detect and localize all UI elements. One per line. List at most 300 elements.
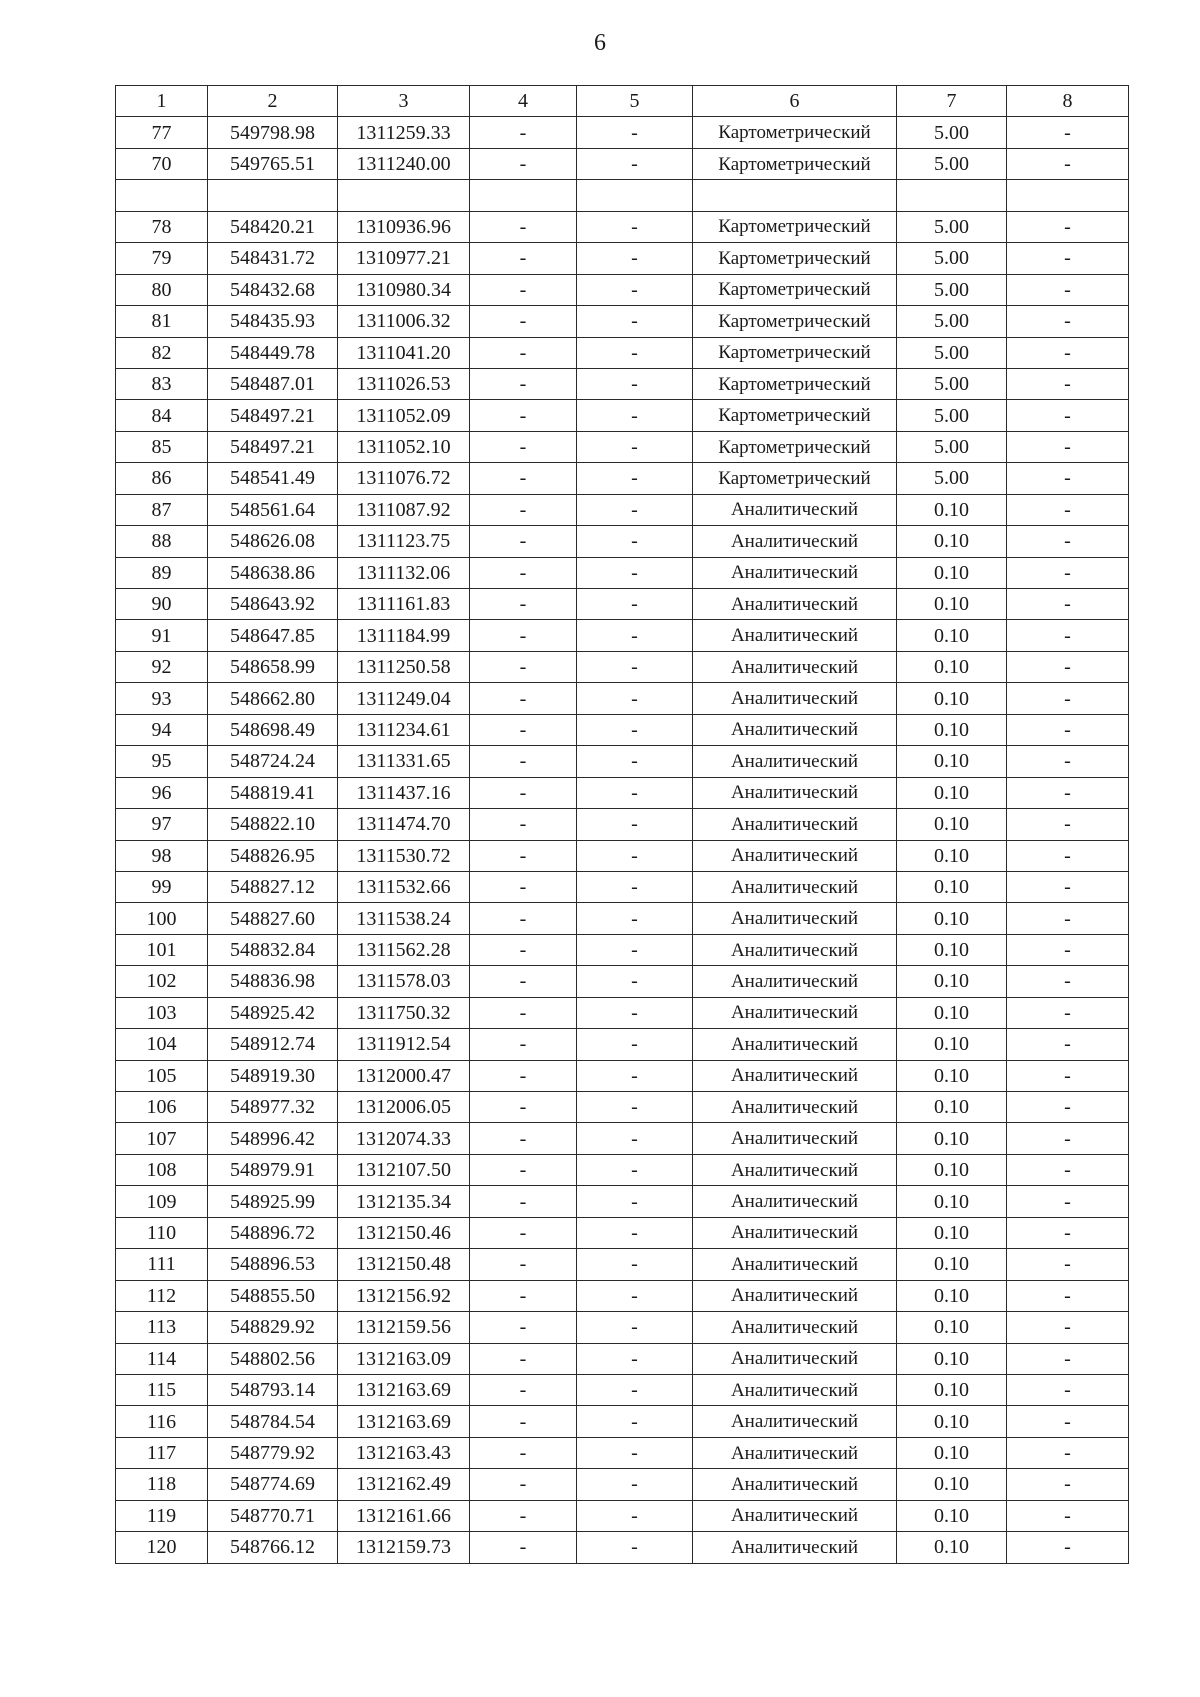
y-coordinate-cell: 1311578.03 [338,966,470,997]
col5-cell: - [577,400,693,431]
col4-cell: - [470,1500,577,1531]
y-coordinate-cell: 1312159.56 [338,1312,470,1343]
method-cell: Аналитический [693,589,897,620]
table-row [116,1029,1129,1060]
y-coordinate-cell: 1311123.75 [338,526,470,557]
table-row [116,1469,1129,1500]
col4-cell: - [470,683,577,714]
x-coordinate-cell: 548912.74 [208,1029,338,1060]
accuracy-cell: 0.10 [897,1406,1007,1437]
table-row [116,1217,1129,1248]
method-cell: Аналитический [693,966,897,997]
y-coordinate-cell: 1311052.10 [338,431,470,462]
col8-cell: - [1007,1469,1129,1500]
col4-cell: - [470,840,577,871]
point-number-cell [116,180,208,211]
col5-cell: - [577,337,693,368]
method-cell: Аналитический [693,1217,897,1248]
point-number-cell: 94 [116,714,208,745]
col8-cell: - [1007,1374,1129,1405]
col8-cell: - [1007,1437,1129,1468]
accuracy-cell: 0.10 [897,526,1007,557]
col5-cell: - [577,463,693,494]
col4-cell: - [470,1532,577,1563]
col5-cell: - [577,934,693,965]
point-number-cell: 97 [116,809,208,840]
y-coordinate-cell: 1311530.72 [338,840,470,871]
col4-cell: - [470,1154,577,1185]
col5-cell: - [577,1123,693,1154]
point-number-cell: 107 [116,1123,208,1154]
col5-cell: - [577,1029,693,1060]
accuracy-cell: 0.10 [897,620,1007,651]
table-row [116,1249,1129,1280]
accuracy-cell: 5.00 [897,117,1007,148]
table-row [116,400,1129,431]
point-number-cell: 103 [116,997,208,1028]
col5-cell: - [577,1532,693,1563]
y-coordinate-cell: 1312074.33 [338,1123,470,1154]
accuracy-cell: 0.10 [897,840,1007,871]
table-row [116,871,1129,902]
point-number-cell: 79 [116,243,208,274]
table-row [116,274,1129,305]
y-coordinate-cell: 1311132.06 [338,557,470,588]
point-number-cell: 99 [116,871,208,902]
col5-cell: - [577,1217,693,1248]
col8-cell: - [1007,148,1129,179]
x-coordinate-cell: 548977.32 [208,1092,338,1123]
table-row [116,494,1129,525]
point-number-cell: 70 [116,148,208,179]
col4-cell: - [470,871,577,902]
col5-cell: - [577,211,693,242]
point-number-cell: 91 [116,620,208,651]
col5-cell: - [577,589,693,620]
x-coordinate-cell: 548774.69 [208,1469,338,1500]
col4-cell: - [470,1217,577,1248]
table-row [116,1123,1129,1154]
point-number-cell: 81 [116,306,208,337]
point-number-cell: 106 [116,1092,208,1123]
x-coordinate-cell: 548836.98 [208,966,338,997]
table-row [116,1406,1129,1437]
col5-cell: - [577,903,693,934]
y-coordinate-cell: 1312000.47 [338,1060,470,1091]
col4-cell: - [470,651,577,682]
col5-cell: - [577,1249,693,1280]
table-row [116,1343,1129,1374]
accuracy-cell: 5.00 [897,274,1007,305]
y-coordinate-cell: 1312150.46 [338,1217,470,1248]
col8-cell: - [1007,400,1129,431]
col4-cell: - [470,714,577,745]
accuracy-cell: 0.10 [897,903,1007,934]
table-row [116,117,1129,148]
column-header: 6 [693,86,897,117]
accuracy-cell: 0.10 [897,651,1007,682]
method-cell: Аналитический [693,714,897,745]
col5-cell: - [577,1374,693,1405]
method-cell: Аналитический [693,494,897,525]
accuracy-cell: 0.10 [897,1123,1007,1154]
col4-cell: - [470,1092,577,1123]
point-number-cell: 105 [116,1060,208,1091]
col8-cell: - [1007,966,1129,997]
page-number: 6 [594,30,606,56]
y-coordinate-cell: 1312156.92 [338,1280,470,1311]
x-coordinate-cell: 548979.91 [208,1154,338,1185]
col5-cell: - [577,1280,693,1311]
x-coordinate-cell [208,180,338,211]
method-cell: Картометрический [693,306,897,337]
x-coordinate-cell: 548449.78 [208,337,338,368]
accuracy-cell: 0.10 [897,1469,1007,1500]
table-row [116,1060,1129,1091]
method-cell: Аналитический [693,1406,897,1437]
col4-cell: - [470,589,577,620]
point-number-cell: 104 [116,1029,208,1060]
table-row [116,840,1129,871]
x-coordinate-cell: 548896.53 [208,1249,338,1280]
point-number-cell: 98 [116,840,208,871]
col8-cell: - [1007,620,1129,651]
col4-cell: - [470,1437,577,1468]
col4-cell: - [470,117,577,148]
col5-cell: - [577,1186,693,1217]
col8-cell: - [1007,431,1129,462]
col4-cell: - [470,431,577,462]
table-row [116,337,1129,368]
accuracy-cell: 0.10 [897,1217,1007,1248]
point-number-cell: 86 [116,463,208,494]
col8-cell: - [1007,306,1129,337]
x-coordinate-cell: 548626.08 [208,526,338,557]
col5-cell: - [577,966,693,997]
table-body [116,117,1129,1563]
x-coordinate-cell: 548643.92 [208,589,338,620]
accuracy-cell: 0.10 [897,1186,1007,1217]
col8-cell: - [1007,1312,1129,1343]
col5-cell: - [577,368,693,399]
method-cell: Аналитический [693,1312,897,1343]
accuracy-cell: 0.10 [897,871,1007,902]
accuracy-cell: 5.00 [897,306,1007,337]
col8-cell: - [1007,1532,1129,1563]
y-coordinate-cell: 1310936.96 [338,211,470,242]
col5-cell: - [577,840,693,871]
y-coordinate-cell [338,180,470,211]
col8-cell: - [1007,1249,1129,1280]
col5-cell: - [577,306,693,337]
col8-cell: - [1007,1500,1129,1531]
col8-cell: - [1007,117,1129,148]
x-coordinate-cell: 548793.14 [208,1374,338,1405]
col8-cell: - [1007,274,1129,305]
table-header-row [116,86,1129,117]
point-number-cell: 85 [116,431,208,462]
col4-cell: - [470,211,577,242]
col4-cell: - [470,1186,577,1217]
table-row [116,526,1129,557]
col5-cell: - [577,746,693,777]
x-coordinate-cell: 548638.86 [208,557,338,588]
accuracy-cell: 0.10 [897,557,1007,588]
x-coordinate-cell: 548829.92 [208,1312,338,1343]
y-coordinate-cell: 1311562.28 [338,934,470,965]
accuracy-cell: 0.10 [897,589,1007,620]
table-row [116,243,1129,274]
method-cell: Аналитический [693,1343,897,1374]
x-coordinate-cell: 548832.84 [208,934,338,965]
table-row [116,1374,1129,1405]
col8-cell: - [1007,1186,1129,1217]
x-coordinate-cell: 548561.64 [208,494,338,525]
x-coordinate-cell: 548658.99 [208,651,338,682]
y-coordinate-cell: 1311240.00 [338,148,470,179]
col5-cell: - [577,1060,693,1091]
method-cell: Аналитический [693,1280,897,1311]
col8-cell: - [1007,337,1129,368]
y-coordinate-cell: 1311184.99 [338,620,470,651]
table-row [116,746,1129,777]
x-coordinate-cell: 548827.60 [208,903,338,934]
table-row [116,589,1129,620]
table-row [116,1437,1129,1468]
y-coordinate-cell: 1311087.92 [338,494,470,525]
accuracy-cell: 0.10 [897,997,1007,1028]
method-cell: Картометрический [693,274,897,305]
point-number-cell: 78 [116,211,208,242]
table-row [116,714,1129,745]
point-number-cell: 108 [116,1154,208,1185]
y-coordinate-cell: 1311912.54 [338,1029,470,1060]
method-cell: Аналитический [693,1249,897,1280]
col5-cell: - [577,1500,693,1531]
col8-cell: - [1007,934,1129,965]
y-coordinate-cell: 1311538.24 [338,903,470,934]
table-row [116,620,1129,651]
col8-cell: - [1007,1029,1129,1060]
x-coordinate-cell: 548432.68 [208,274,338,305]
y-coordinate-cell: 1310980.34 [338,274,470,305]
col5-cell: - [577,117,693,148]
method-cell: Аналитический [693,651,897,682]
table-row [116,211,1129,242]
table-row [116,777,1129,808]
method-cell [693,180,897,211]
col8-cell: - [1007,746,1129,777]
col4-cell: - [470,306,577,337]
point-number-cell: 115 [116,1374,208,1405]
col8-cell: - [1007,1217,1129,1248]
col5-cell: - [577,1154,693,1185]
x-coordinate-cell: 548996.42 [208,1123,338,1154]
col8-cell: - [1007,777,1129,808]
method-cell: Картометрический [693,463,897,494]
point-number-cell: 84 [116,400,208,431]
col5-cell: - [577,714,693,745]
accuracy-cell [897,180,1007,211]
point-number-cell: 101 [116,934,208,965]
table-row [116,180,1129,211]
col5-cell: - [577,777,693,808]
table-row [116,1532,1129,1563]
point-number-cell: 118 [116,1469,208,1500]
col4-cell: - [470,368,577,399]
col4-cell: - [470,1406,577,1437]
point-number-cell: 82 [116,337,208,368]
col5-cell: - [577,557,693,588]
accuracy-cell: 5.00 [897,211,1007,242]
method-cell: Аналитический [693,1092,897,1123]
x-coordinate-cell: 548925.99 [208,1186,338,1217]
table-row [116,1312,1129,1343]
col8-cell: - [1007,683,1129,714]
coordinates-table [115,85,1129,1564]
accuracy-cell: 0.10 [897,1249,1007,1280]
point-number-cell: 95 [116,746,208,777]
x-coordinate-cell: 548919.30 [208,1060,338,1091]
y-coordinate-cell: 1312006.05 [338,1092,470,1123]
x-coordinate-cell: 548779.92 [208,1437,338,1468]
x-coordinate-cell: 548819.41 [208,777,338,808]
col8-cell: - [1007,997,1129,1028]
col5-cell: - [577,1343,693,1374]
col5-cell: - [577,651,693,682]
table-row [116,306,1129,337]
accuracy-cell: 0.10 [897,1280,1007,1311]
col5-cell: - [577,809,693,840]
col5-cell: - [577,997,693,1028]
col4-cell: - [470,1374,577,1405]
point-number-cell: 90 [116,589,208,620]
col4-cell: - [470,1343,577,1374]
y-coordinate-cell: 1311249.04 [338,683,470,714]
point-number-cell: 92 [116,651,208,682]
col4-cell: - [470,400,577,431]
x-coordinate-cell: 549765.51 [208,148,338,179]
col4-cell: - [470,934,577,965]
method-cell: Картометрический [693,117,897,148]
col4-cell: - [470,557,577,588]
point-number-cell: 96 [116,777,208,808]
table-row [116,1500,1129,1531]
x-coordinate-cell: 548784.54 [208,1406,338,1437]
x-coordinate-cell: 548647.85 [208,620,338,651]
col4-cell: - [470,1123,577,1154]
col4-cell: - [470,526,577,557]
x-coordinate-cell: 548770.71 [208,1500,338,1531]
accuracy-cell: 5.00 [897,337,1007,368]
col4-cell: - [470,1060,577,1091]
y-coordinate-cell: 1311052.09 [338,400,470,431]
col5-cell: - [577,620,693,651]
y-coordinate-cell: 1311026.53 [338,368,470,399]
method-cell: Аналитический [693,746,897,777]
x-coordinate-cell: 548698.49 [208,714,338,745]
accuracy-cell: 0.10 [897,1312,1007,1343]
point-number-cell: 100 [116,903,208,934]
y-coordinate-cell: 1310977.21 [338,243,470,274]
point-number-cell: 109 [116,1186,208,1217]
accuracy-cell: 0.10 [897,777,1007,808]
table-row [116,683,1129,714]
method-cell: Аналитический [693,1437,897,1468]
method-cell: Аналитический [693,1186,897,1217]
table-row [116,431,1129,462]
accuracy-cell: 0.10 [897,1500,1007,1531]
accuracy-cell: 5.00 [897,368,1007,399]
column-header: 1 [116,86,208,117]
accuracy-cell: 5.00 [897,431,1007,462]
y-coordinate-cell: 1312163.69 [338,1406,470,1437]
method-cell: Аналитический [693,683,897,714]
table-row [116,966,1129,997]
col4-cell: - [470,494,577,525]
col8-cell: - [1007,714,1129,745]
x-coordinate-cell: 548487.01 [208,368,338,399]
method-cell: Аналитический [693,997,897,1028]
col8-cell: - [1007,243,1129,274]
x-coordinate-cell: 548662.80 [208,683,338,714]
column-header: 7 [897,86,1007,117]
method-cell: Аналитический [693,777,897,808]
accuracy-cell: 0.10 [897,966,1007,997]
point-number-cell: 117 [116,1437,208,1468]
method-cell: Аналитический [693,1029,897,1060]
col8-cell: - [1007,1406,1129,1437]
column-header: 5 [577,86,693,117]
method-cell: Аналитический [693,557,897,588]
y-coordinate-cell: 1311259.33 [338,117,470,148]
col4-cell: - [470,148,577,179]
point-number-cell: 80 [116,274,208,305]
accuracy-cell: 0.10 [897,1437,1007,1468]
point-number-cell: 113 [116,1312,208,1343]
table-row [116,934,1129,965]
method-cell: Аналитический [693,1500,897,1531]
table-row [116,809,1129,840]
accuracy-cell: 0.10 [897,934,1007,965]
col8-cell: - [1007,1060,1129,1091]
accuracy-cell: 0.10 [897,714,1007,745]
col4-cell: - [470,620,577,651]
method-cell: Аналитический [693,1374,897,1405]
x-coordinate-cell: 548420.21 [208,211,338,242]
y-coordinate-cell: 1312163.43 [338,1437,470,1468]
y-coordinate-cell: 1311474.70 [338,809,470,840]
col4-cell: - [470,997,577,1028]
col4-cell: - [470,903,577,934]
col5-cell: - [577,1312,693,1343]
col5-cell: - [577,431,693,462]
x-coordinate-cell: 548896.72 [208,1217,338,1248]
method-cell: Картометрический [693,211,897,242]
x-coordinate-cell: 548431.72 [208,243,338,274]
col4-cell: - [470,463,577,494]
point-number-cell: 77 [116,117,208,148]
y-coordinate-cell: 1311041.20 [338,337,470,368]
y-coordinate-cell: 1311250.58 [338,651,470,682]
col4-cell: - [470,746,577,777]
column-header: 3 [338,86,470,117]
col8-cell: - [1007,903,1129,934]
col4-cell: - [470,337,577,368]
col8-cell [1007,180,1129,211]
accuracy-cell: 0.10 [897,1343,1007,1374]
table-row [116,1280,1129,1311]
